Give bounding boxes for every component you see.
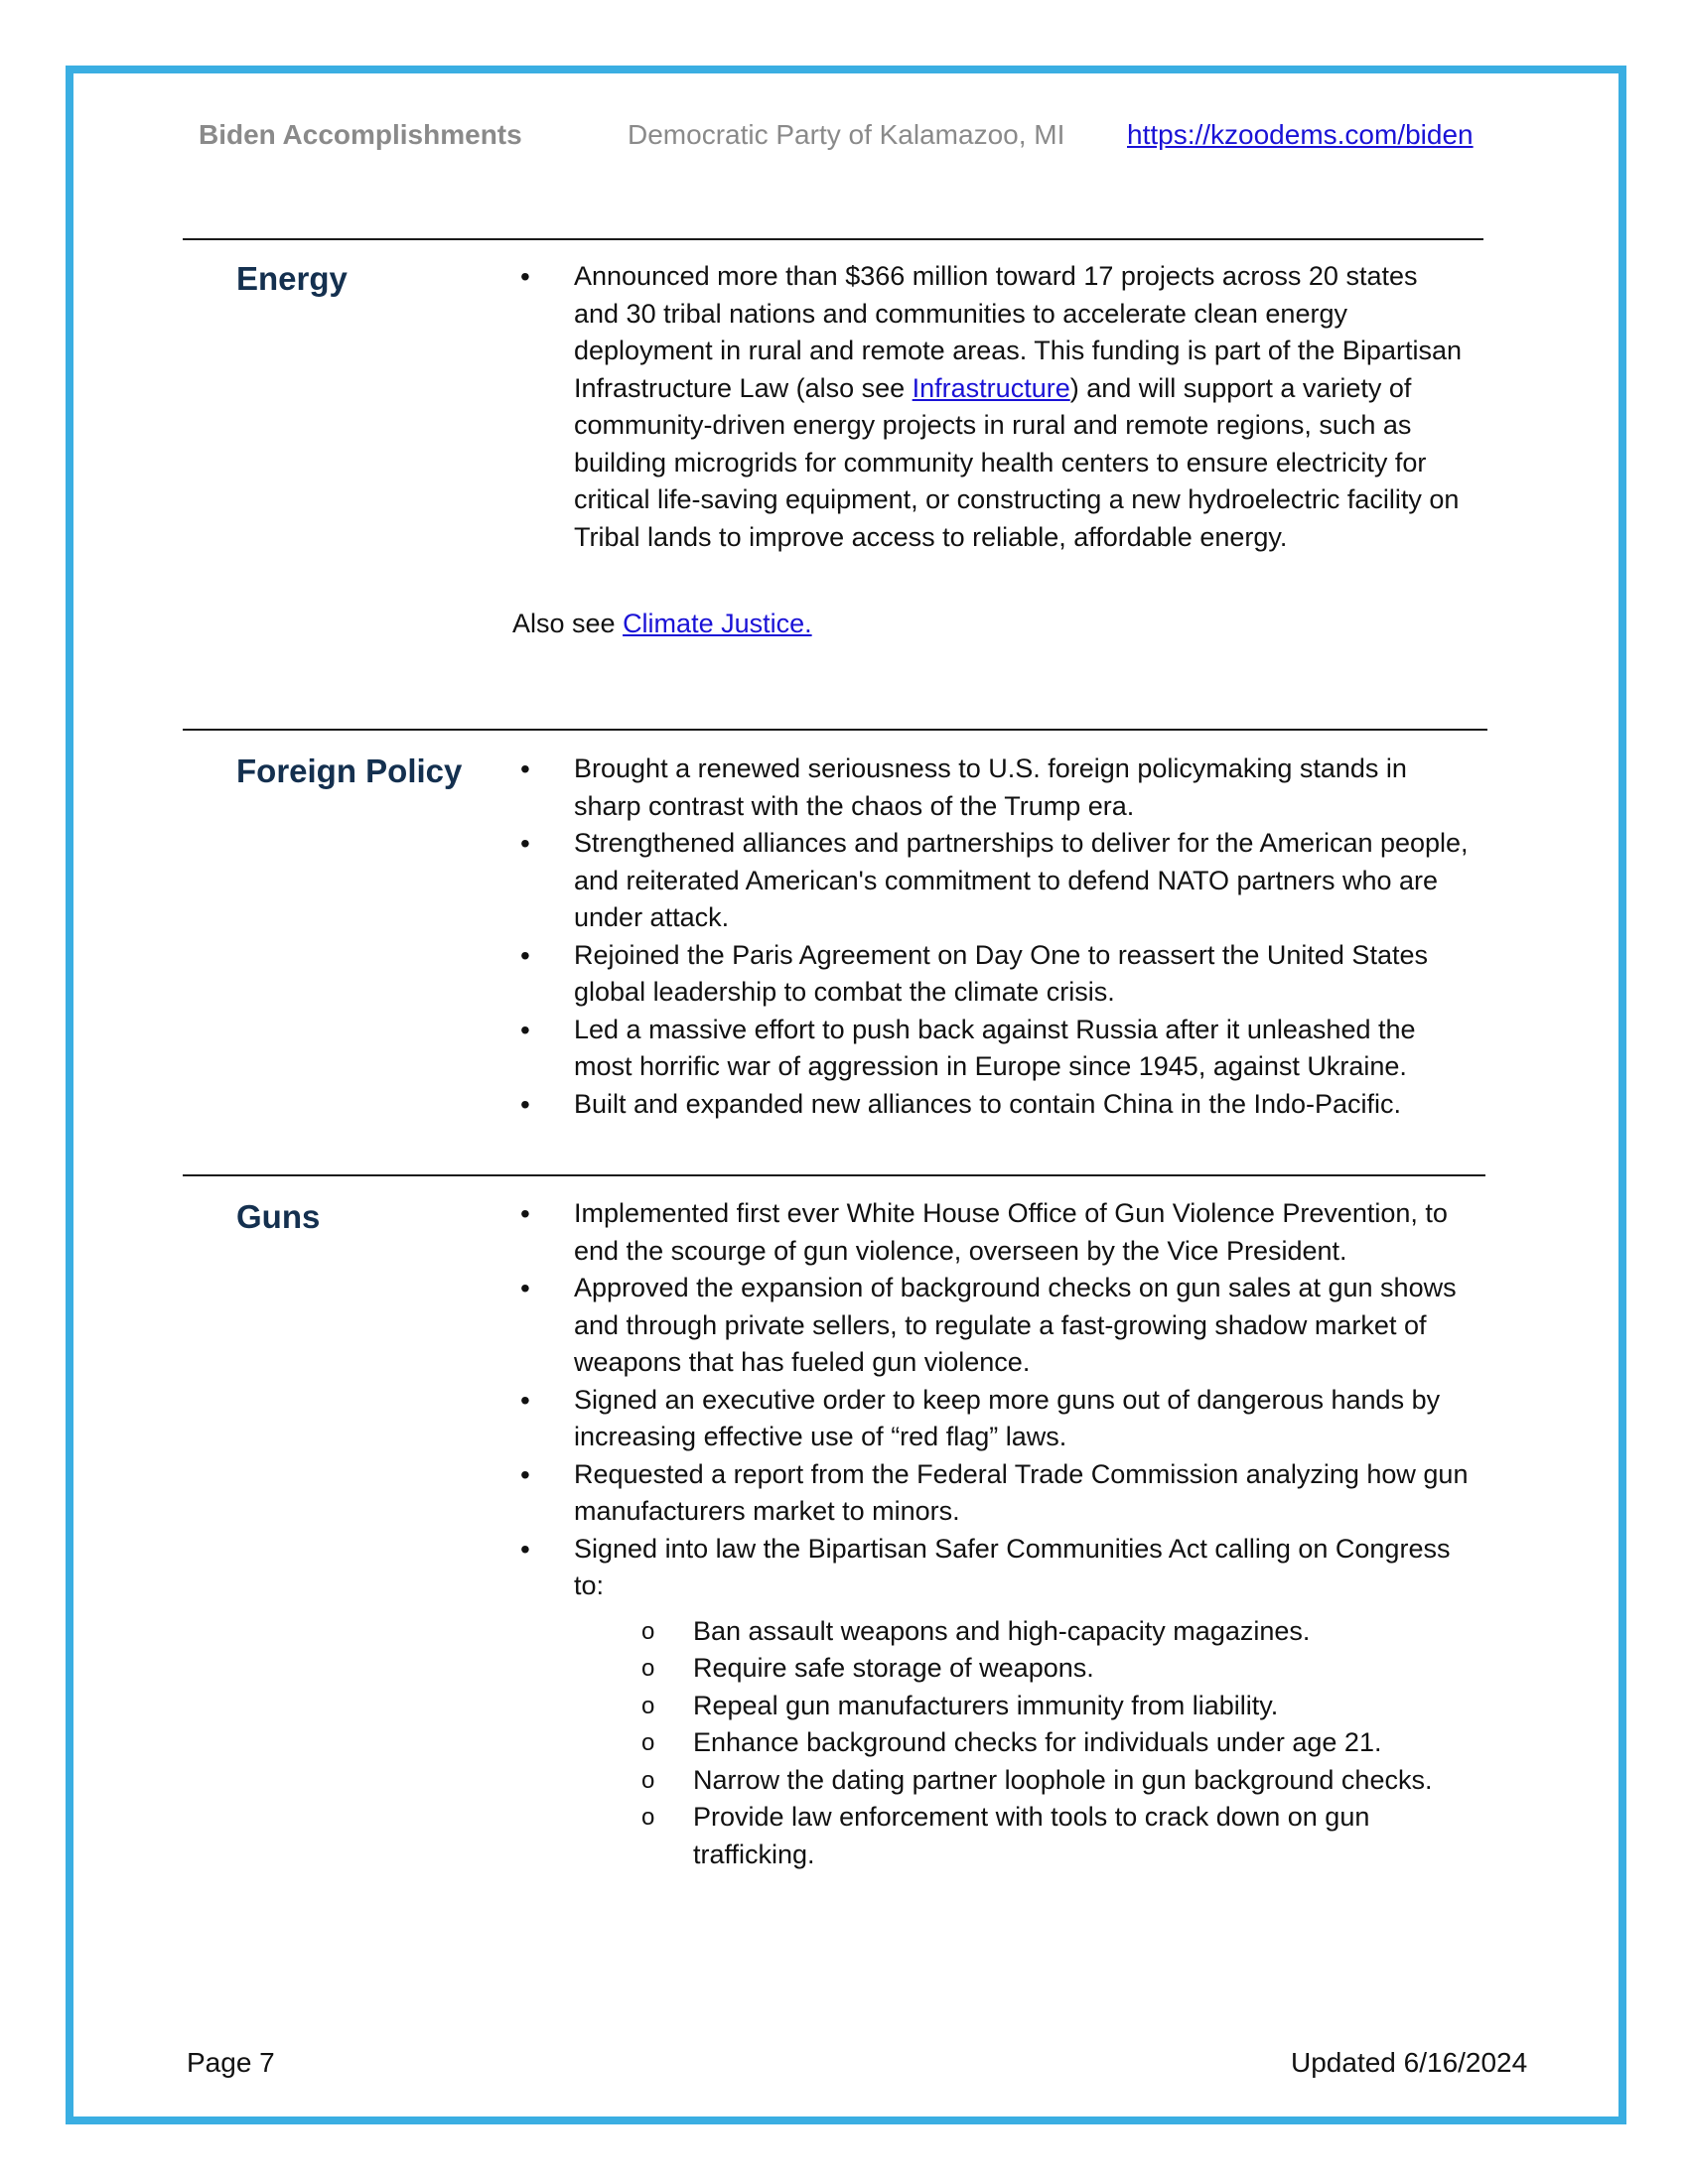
infrastructure-link[interactable]: Infrastructure	[912, 372, 1070, 403]
section-title-guns: Guns	[236, 1198, 321, 1235]
energy-content	[506, 258, 1470, 556]
guns-bullet-5-text: Signed into law the Bipartisan Safer Communities Act calling on Congress to:	[574, 1533, 1451, 1600]
header-title: Biden Accomplishments	[199, 119, 522, 150]
list-item: • Rejoined the Paris Agreement on Day One to reassert the United States global leadership to combat the climate crisis.	[506, 937, 1470, 1012]
foreign-policy-content	[506, 751, 1470, 1123]
section-divider-guns	[183, 1174, 1485, 1176]
sub-list-item: o Require safe storage of weapons.	[574, 1650, 1470, 1688]
list-item: • Strengthened alliances and partnerships to deliver for the American people, and reiterated American's commitment to defend NATO partners who are under attack.	[506, 825, 1470, 937]
sub-list-item: o Enhance background checks for individuals under age 21.	[574, 1724, 1470, 1762]
guns-sub-bullet-list	[574, 1613, 1470, 1874]
list-item: • Implemented first ever White House Office of Gun Violence Prevention, to end the scourge of gun violence, overseen by the Vice President.	[506, 1195, 1470, 1270]
sub-list-item: o Ban assault weapons and high-capacity magazines.	[574, 1613, 1470, 1651]
list-item: • Approved the expansion of background checks on gun sales at gun shows and through private sellers, to regulate a fast-growing shadow market of weapons that has fueled gun violence.	[506, 1270, 1470, 1382]
header-org: Democratic Party of Kalamazoo, MI	[628, 119, 1065, 150]
updated-date: Updated 6/16/2024	[1291, 2047, 1528, 2078]
list-item: • Led a massive effort to push back against Russia after it unleashed the most horrific war of aggression in Europe since 1945, against Ukraine.	[506, 1012, 1470, 1086]
guns-content	[506, 1195, 1470, 1873]
sub-list-item: o Repeal gun manufacturers immunity from liability.	[574, 1688, 1470, 1725]
page-number: Page 7	[187, 2047, 275, 2078]
list-item: • Built and expanded new alliances to contain China in the Indo-Pacific.	[506, 1086, 1470, 1124]
section-title-foreign-policy: Foreign Policy	[236, 752, 463, 789]
sub-list-item: o Narrow the dating partner loophole in gun background checks.	[574, 1762, 1470, 1800]
energy-bullet-1-text-a: Announced more than $366 million toward 17 projects across 20 states and 30 tribal nations and communities to accelerate clean energy deployment in rural and remote areas. This funding is part of the Bipartisan Infrastructure Law (also see	[574, 261, 1462, 403]
guns-bullet-list	[506, 1195, 1470, 1873]
list-item: • Brought a renewed seriousness to U.S. foreign policymaking stands in sharp contrast with the chaos of the Trump era.	[506, 751, 1470, 825]
list-item: • Signed an executive order to keep more guns out of dangerous hands by increasing effective use of “red flag” laws.	[506, 1382, 1470, 1456]
list-item: • Requested a report from the Federal Trade Commission analyzing how gun manufacturers market to minors.	[506, 1456, 1470, 1531]
section-title-energy: Energy	[236, 260, 348, 297]
section-divider-foreign-policy	[183, 729, 1487, 731]
also-see-prefix: Also see	[512, 609, 624, 638]
foreign-policy-bullet-list	[506, 751, 1470, 1123]
energy-bullet-1	[506, 258, 1470, 556]
energy-bullet-list	[506, 258, 1470, 556]
list-item	[506, 1531, 1470, 1874]
sub-list-item: o Provide law enforcement with tools to crack down on gun trafficking.	[574, 1799, 1470, 1873]
climate-justice-link[interactable]: Climate Justice.	[623, 609, 812, 638]
energy-bullet-1-text-b: ) and will support a variety of community-driven energy projects in rural and remote regions, such as building microgrids for community health centers to ensure electricity for critical life-saving equipment, or constructing a new hydroelectric facility on Tribal lands to improve access to reliable, affordable energy.	[574, 372, 1460, 552]
section-divider-energy	[183, 238, 1483, 240]
energy-also-see	[512, 609, 812, 639]
header-url-link[interactable]: https://kzoodems.com/biden	[1127, 119, 1474, 150]
